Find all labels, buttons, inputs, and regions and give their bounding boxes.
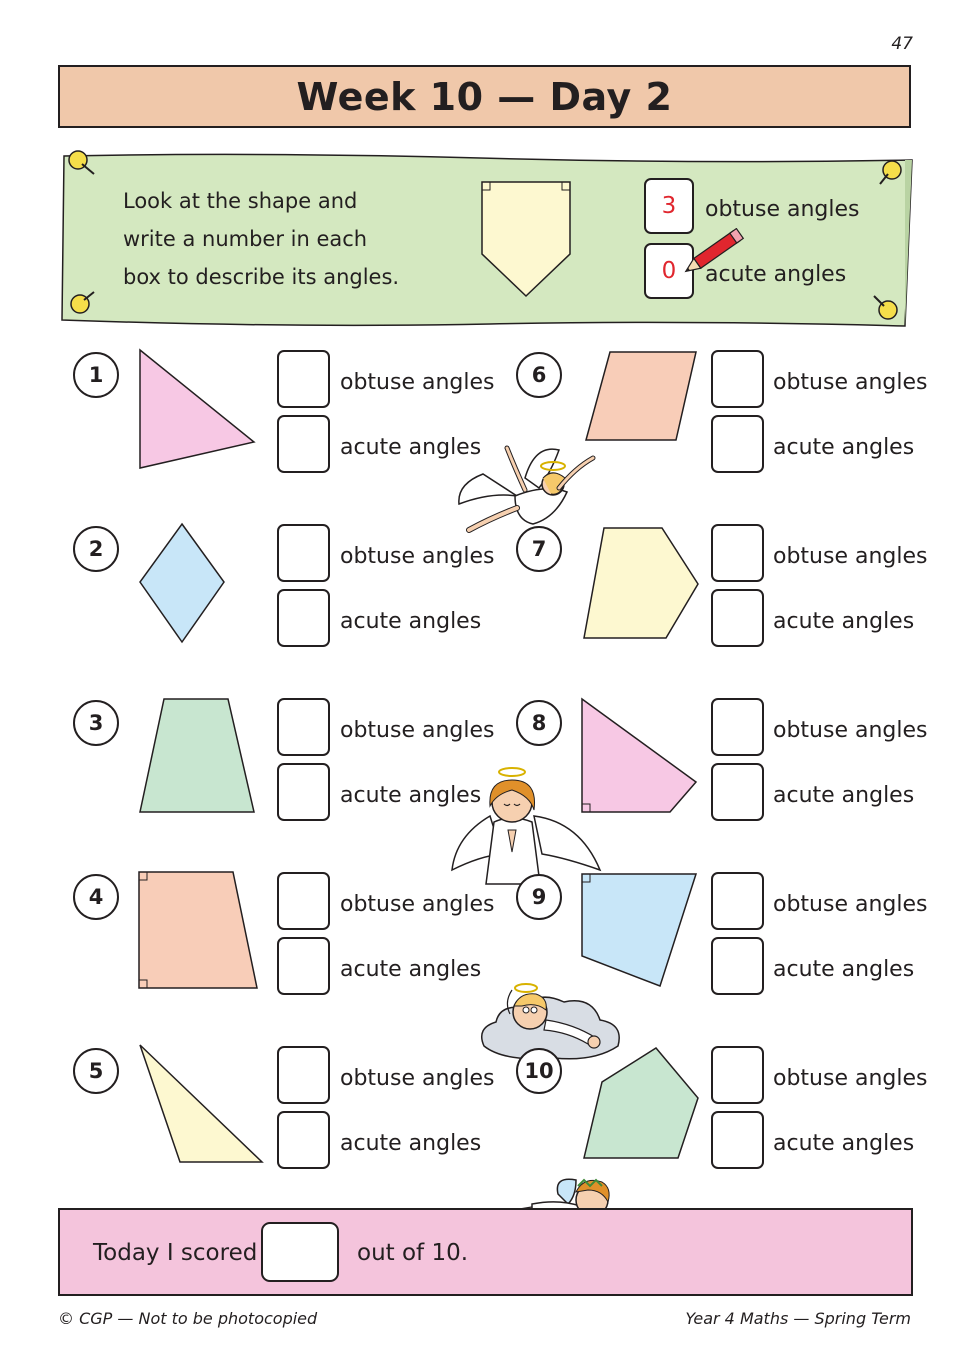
acute-label: acute angles [340, 609, 482, 634]
acute-answer-box[interactable] [277, 589, 330, 647]
obtuse-label: obtuse angles [340, 1066, 495, 1091]
obtuse-label: obtuse angles [773, 370, 928, 395]
acute-answer-box[interactable] [711, 589, 764, 647]
acute-label: acute angles [340, 957, 482, 982]
obtuse-label: obtuse angles [773, 718, 928, 743]
question-number: 1 [73, 352, 119, 398]
acute-label: acute angles [773, 783, 915, 808]
acute-label: acute angles [340, 783, 482, 808]
question-number: 3 [73, 700, 119, 746]
example-obtuse-answer-box: 3 [644, 178, 694, 234]
acute-label: acute angles [773, 435, 915, 460]
acute-label: acute angles [773, 957, 915, 982]
question-number: 6 [516, 352, 562, 398]
obtuse-label: obtuse angles [773, 544, 928, 569]
obtuse-answer-box[interactable] [711, 872, 764, 930]
example-acute-answer-box: 0 [644, 243, 694, 299]
shape-right-trapezium [136, 868, 262, 992]
pencil-icon [672, 228, 752, 278]
acute-answer-box[interactable] [711, 1111, 764, 1169]
footer-copyright: © CGP — Not to be photocopied [58, 1309, 318, 1328]
obtuse-label: obtuse angles [773, 892, 928, 917]
acute-answer-box[interactable] [711, 415, 764, 473]
acute-label: acute angles [773, 1131, 915, 1156]
acute-label: acute angles [340, 435, 482, 460]
shape-triangle [136, 348, 258, 472]
question-number: 7 [516, 526, 562, 572]
acute-label: acute angles [773, 609, 915, 634]
page-title: Week 10 — Day 2 [58, 65, 911, 128]
pin-icon [64, 290, 96, 322]
score-suffix: out of 10. [357, 1240, 469, 1266]
instruction-text [123, 182, 453, 296]
obtuse-answer-box[interactable] [711, 524, 764, 582]
shape-right-quadrilateral [578, 696, 700, 816]
page-number: 47 [891, 34, 913, 54]
obtuse-answer-box[interactable] [277, 698, 330, 756]
acute-answer-box[interactable] [711, 937, 764, 995]
obtuse-answer-box[interactable] [277, 350, 330, 408]
footer-book-title: Year 4 Maths — Spring Term [685, 1309, 911, 1328]
obtuse-answer-box[interactable] [711, 350, 764, 408]
acute-label: acute angles [340, 1131, 482, 1156]
score-prefix: Today I scored [93, 1240, 258, 1266]
acute-answer-box[interactable] [277, 1111, 330, 1169]
example-acute-label: acute angles [705, 262, 847, 287]
question-number: 4 [73, 874, 119, 920]
question-number: 10 [516, 1048, 562, 1094]
obtuse-label: obtuse angles [340, 370, 495, 395]
question-number: 9 [516, 874, 562, 920]
question-number: 5 [73, 1048, 119, 1094]
shape-obtuse-triangle [136, 1042, 266, 1166]
acute-answer-box[interactable] [277, 937, 330, 995]
instruction-line: Look at the shape and [123, 189, 358, 213]
pin-icon [64, 146, 96, 178]
shape-trapezium [136, 696, 260, 816]
example-banner [60, 148, 915, 328]
obtuse-label: obtuse angles [340, 544, 495, 569]
obtuse-answer-box[interactable] [277, 1046, 330, 1104]
obtuse-answer-box[interactable] [277, 524, 330, 582]
obtuse-answer-box[interactable] [711, 698, 764, 756]
shape-irregular-pentagon [580, 1044, 704, 1162]
pin-icon [878, 156, 910, 188]
acute-answer-box[interactable] [277, 763, 330, 821]
score-input-box[interactable] [261, 1222, 339, 1282]
pin-icon [872, 294, 904, 326]
question-number: 2 [73, 526, 119, 572]
obtuse-label: obtuse angles [340, 718, 495, 743]
shape-kite-quadrilateral [578, 870, 702, 990]
example-pentagon-shape [478, 180, 574, 298]
instruction-line: box to describe its angles. [123, 265, 400, 289]
acute-answer-box[interactable] [711, 763, 764, 821]
score-bar [58, 1208, 913, 1296]
instruction-line: write a number in each [123, 227, 368, 251]
shape-rhombus [136, 522, 228, 646]
shape-parallelogram [582, 348, 700, 444]
question-number: 8 [516, 700, 562, 746]
acute-answer-box[interactable] [277, 415, 330, 473]
obtuse-label: obtuse angles [773, 1066, 928, 1091]
obtuse-answer-box[interactable] [277, 872, 330, 930]
shape-pentagon [580, 524, 702, 642]
obtuse-label: obtuse angles [340, 892, 495, 917]
example-obtuse-label: obtuse angles [705, 197, 860, 222]
obtuse-answer-box[interactable] [711, 1046, 764, 1104]
